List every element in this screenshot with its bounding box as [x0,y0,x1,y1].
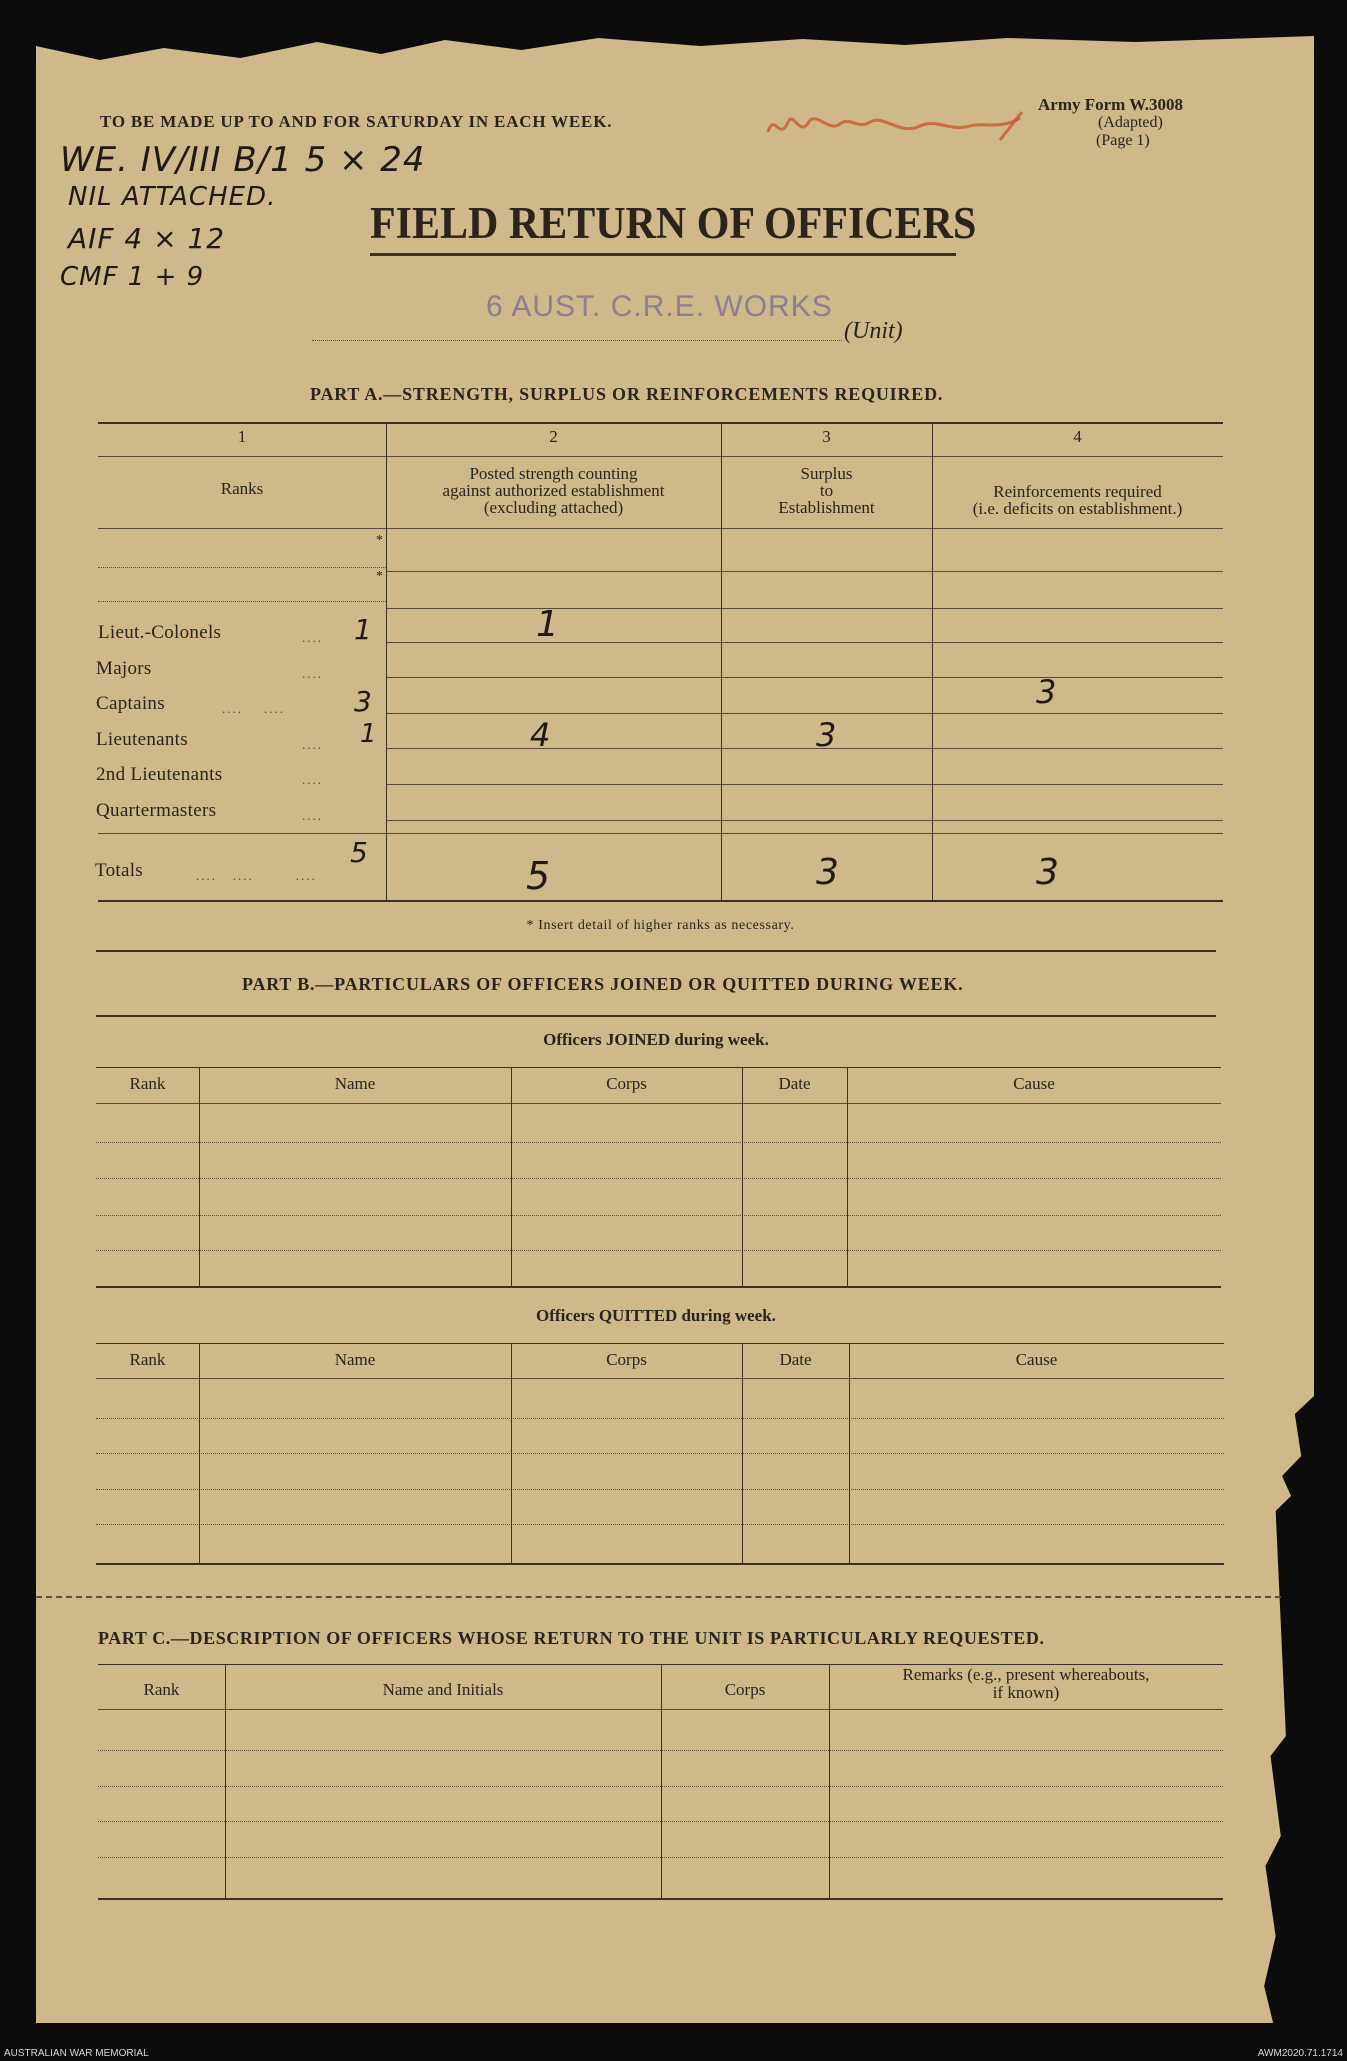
rank-auth-count: 1 [354,613,373,646]
col-header-reinf-1: Reinforcements required [993,482,1162,501]
part-b-top-rule [96,950,1216,952]
rank-posted: 1 [536,604,560,645]
col-header-posted-2: against authorized establishment [442,481,665,500]
footer-accession: AWM2020.71.1714 [1257,2048,1343,2059]
quitted-header-date: Date [779,1350,812,1369]
footnote: * Insert detail of higher ranks as necessary. [526,918,795,933]
part-c-header-name: Name and Initials [382,1680,504,1699]
col-number-3: 3 [822,427,831,446]
rank-label: 2nd Lieutenants [96,764,223,785]
joined-header-rank: Rank [129,1074,166,1093]
higher-rank-asterisk-1: * [376,533,383,548]
col-header-surplus-1: Surplus [800,464,853,483]
col-header-surplus-3: Establishment [778,498,875,517]
rank-label: Captains [96,693,165,714]
form-adapted: (Adapted) [1098,114,1163,131]
rank-surplus: 3 [816,716,838,754]
unit-stamp: 6 AUST. C.R.E. WORKS [486,290,833,323]
part-a-title: PART A.—STRENGTH, SURPLUS OR REINFORCEMENTS REQUIRED. [310,384,944,404]
page-title: FIELD RETURN OF OFFICERS [370,199,977,249]
col-header-surplus-2: to [819,481,834,500]
perforation-line [36,1596,1281,1598]
form-page: (Page 1) [1096,132,1150,149]
title-underline [370,253,956,256]
totals-posted: 5 [526,854,552,898]
part-b-title: PART B.—PARTICULARS OF OFFICERS JOINED OR QUITTED DURING WEEK. [242,974,964,994]
part-c-header-remarks-2: if known) [992,1683,1060,1702]
joined-header-date: Date [778,1074,811,1093]
quitted-header-corps: Corps [606,1350,647,1369]
totals-reinf: 3 [1036,852,1060,893]
handwriting-line-2: NIL ATTACHED. [68,182,277,212]
col-number-1: 1 [237,427,247,446]
unit-dotted-line [312,340,842,341]
form-number: Army Form W.3008 [1038,95,1183,114]
joined-header-corps: Corps [606,1074,647,1093]
joined-title: Officers JOINED during week. [543,1030,769,1049]
rank-label: Quartermasters [96,800,217,821]
unit-label: (Unit) [844,318,903,344]
part-c-header-corps: Corps [724,1680,766,1699]
rank-label: Lieutenants [96,729,188,750]
part-c-header-rank: Rank [143,1680,180,1699]
col-header-posted-1: Posted strength counting [469,464,638,483]
totals-surplus: 3 [816,852,840,893]
col-header-reinf-2: (i.e. deficits on establishment.) [972,499,1183,518]
totals-auth: 5 [350,836,369,869]
totals-label: Totals [95,860,143,881]
col-header-ranks: Ranks [220,479,264,498]
higher-rank-asterisk-2: * [376,569,383,584]
handwritten-scribble [760,92,1060,162]
rank-posted: 4 [530,716,552,754]
col-number-2: 2 [549,427,558,446]
rank-reinf: 3 [1036,673,1058,711]
col-header-posted-3: (excluding attached) [483,498,624,517]
quitted-title: Officers QUITTED during week. [536,1306,776,1325]
joined-header-name: Name [334,1074,376,1093]
quitted-header-cause: Cause [1015,1350,1058,1369]
quitted-header-name: Name [334,1350,376,1369]
part-c-header-remarks-1: Remarks (e.g., present whereabouts, [902,1665,1150,1684]
rank-auth-count: 1 [360,719,378,749]
part-b-title-rule [96,1015,1216,1017]
handwriting-line-4: CMF 1 + 9 [60,262,205,292]
col-number-4: 4 [1073,427,1082,446]
rank-auth-count: 3 [354,685,373,718]
footer-credit: AUSTRALIAN WAR MEMORIAL [4,2048,149,2059]
instruction-text: TO BE MADE UP TO AND FOR SATURDAY IN EACH WEEK. [100,112,613,131]
handwriting-line-3: AIF 4 × 12 [68,222,226,255]
quitted-header-rank: Rank [129,1350,166,1369]
rank-label: Majors [96,658,152,679]
rank-label: Lieut.-Colonels [98,622,222,643]
part-c-title: PART C.—DESCRIPTION OF OFFICERS WHOSE RETURN TO THE UNIT IS PARTICULARLY REQUESTED. [98,1628,1045,1648]
joined-header-cause: Cause [1013,1074,1055,1093]
handwriting-line-1: WE. IV/III B/1 5 × 24 [60,140,426,180]
